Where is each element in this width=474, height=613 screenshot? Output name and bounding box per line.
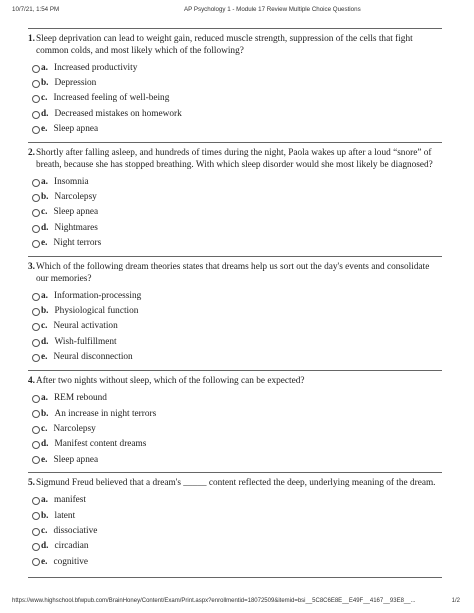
radio-button-icon[interactable] (32, 126, 40, 134)
answer-option-b[interactable]: b. Narcolepsy (28, 190, 442, 205)
radio-button-icon[interactable] (32, 65, 40, 73)
print-title: AP Psychology 1 - Module 17 Review Multiple Choice Questions (184, 6, 361, 13)
question-number: 1. (28, 34, 35, 44)
radio-button-icon[interactable] (32, 240, 40, 248)
answer-option-e[interactable]: e. Sleep apnea (28, 453, 442, 468)
question-text (28, 148, 442, 171)
answer-option-c[interactable]: c. Sleep apnea (28, 206, 442, 221)
radio-button-icon[interactable] (32, 528, 40, 536)
answer-option-e[interactable]: e. cognitive (28, 555, 442, 570)
radio-button-icon[interactable] (32, 293, 40, 301)
radio-button-icon[interactable] (32, 543, 40, 551)
answer-option-a[interactable]: a. Information-processing (28, 289, 442, 304)
radio-button-icon[interactable] (32, 111, 40, 119)
question-3 (28, 262, 442, 365)
answer-option-c[interactable]: c. dissociative (28, 524, 442, 539)
answer-option-a[interactable]: a. Increased productivity (28, 61, 442, 76)
radio-button-icon[interactable] (32, 323, 40, 331)
radio-button-icon[interactable] (32, 308, 40, 316)
question-text (28, 262, 442, 285)
answer-option-d[interactable]: d. circadian (28, 539, 442, 554)
radio-button-icon[interactable] (32, 339, 40, 347)
answer-option-b[interactable]: b. An increase in night terrors (28, 407, 442, 422)
question-separator (28, 256, 442, 257)
page-number: 1/2 (451, 598, 460, 604)
answer-option-d[interactable]: d. Manifest content dreams (28, 437, 442, 452)
answer-option-e[interactable]: e. Sleep apnea (28, 122, 442, 137)
question-separator (28, 472, 442, 473)
radio-button-icon[interactable] (32, 426, 40, 434)
answer-option-c[interactable]: c. Narcolepsy (28, 422, 442, 437)
question-prompt: After two nights without sleep, which of the following can be expected? (36, 376, 305, 386)
question-1 (28, 34, 442, 137)
question-4 (28, 376, 442, 468)
answer-option-a[interactable]: a. manifest (28, 494, 442, 509)
question-number: 5. (28, 478, 35, 488)
radio-button-icon[interactable] (32, 395, 40, 403)
radio-button-icon[interactable] (32, 95, 40, 103)
question-text (28, 34, 442, 57)
question-2 (28, 148, 442, 251)
question-separator (28, 577, 442, 578)
question-text (28, 376, 442, 388)
question-number: 4. (28, 376, 35, 386)
radio-button-icon[interactable] (32, 354, 40, 362)
answer-option-d[interactable]: d. Wish-fulfillment (28, 335, 442, 350)
answer-option-e[interactable]: e. Night terrors (28, 236, 442, 251)
radio-button-icon[interactable] (32, 209, 40, 217)
radio-button-icon[interactable] (32, 497, 40, 505)
radio-button-icon[interactable] (32, 441, 40, 449)
print-header (0, 6, 474, 18)
radio-button-icon[interactable] (32, 194, 40, 202)
question-separator (28, 142, 442, 143)
question-text (28, 478, 442, 490)
answer-option-b[interactable]: b. Depression (28, 76, 442, 91)
answer-option-a[interactable]: a. REM rebound (28, 392, 442, 407)
page-url: https://www.highschool.bfwpub.com/BrainHoney/Content/Exam/Print.aspx?enrollmentid=18072509&itemid=bsi__5C8C6E8E__E49F__4167__93E8__... (12, 598, 416, 604)
radio-button-icon[interactable] (32, 410, 40, 418)
question-separator (28, 28, 442, 29)
question-separator (28, 370, 442, 371)
print-footer (0, 598, 474, 608)
answer-option-b[interactable]: b. Physiological function (28, 304, 442, 319)
question-prompt: Sigmund Freud believed that a dream's _____ content reflected the deep, underlying meaning of the dream. (36, 478, 436, 488)
question-prompt: Shortly after falling asleep, and hundreds of times during the night, Paola wakes up after a loud “snore” of breath, because she has stopped breathing. With which sleep disorder would she most likely be diagnosed? (36, 148, 433, 170)
print-datetime: 10/7/21, 1:54 PM (12, 6, 60, 13)
question-5 (28, 478, 442, 570)
radio-button-icon[interactable] (32, 558, 40, 566)
answer-option-b[interactable]: b. latent (28, 509, 442, 524)
question-prompt: Sleep deprivation can lead to weight gain, reduced muscle strength, suppression of the cells that fight common colds, and most likely which of the following? (36, 34, 413, 56)
radio-button-icon[interactable] (32, 225, 40, 233)
question-prompt: Which of the following dream theories states that dreams help us sort out the day's events and consolidate our memories? (36, 262, 430, 284)
radio-button-icon[interactable] (32, 80, 40, 88)
answer-option-d[interactable]: d. Decreased mistakes on homework (28, 107, 442, 122)
radio-button-icon[interactable] (32, 456, 40, 464)
radio-button-icon[interactable] (32, 512, 40, 520)
answer-option-e[interactable]: e. Neural disconnection (28, 350, 442, 365)
question-number: 3. (28, 262, 35, 272)
answer-option-a[interactable]: a. Insomnia (28, 175, 442, 190)
question-number: 2. (28, 148, 35, 158)
radio-button-icon[interactable] (32, 179, 40, 187)
answer-option-c[interactable]: c. Neural activation (28, 320, 442, 335)
answer-option-c[interactable]: c. Increased feeling of well-being (28, 92, 442, 107)
answer-option-d[interactable]: d. Nightmares (28, 221, 442, 236)
